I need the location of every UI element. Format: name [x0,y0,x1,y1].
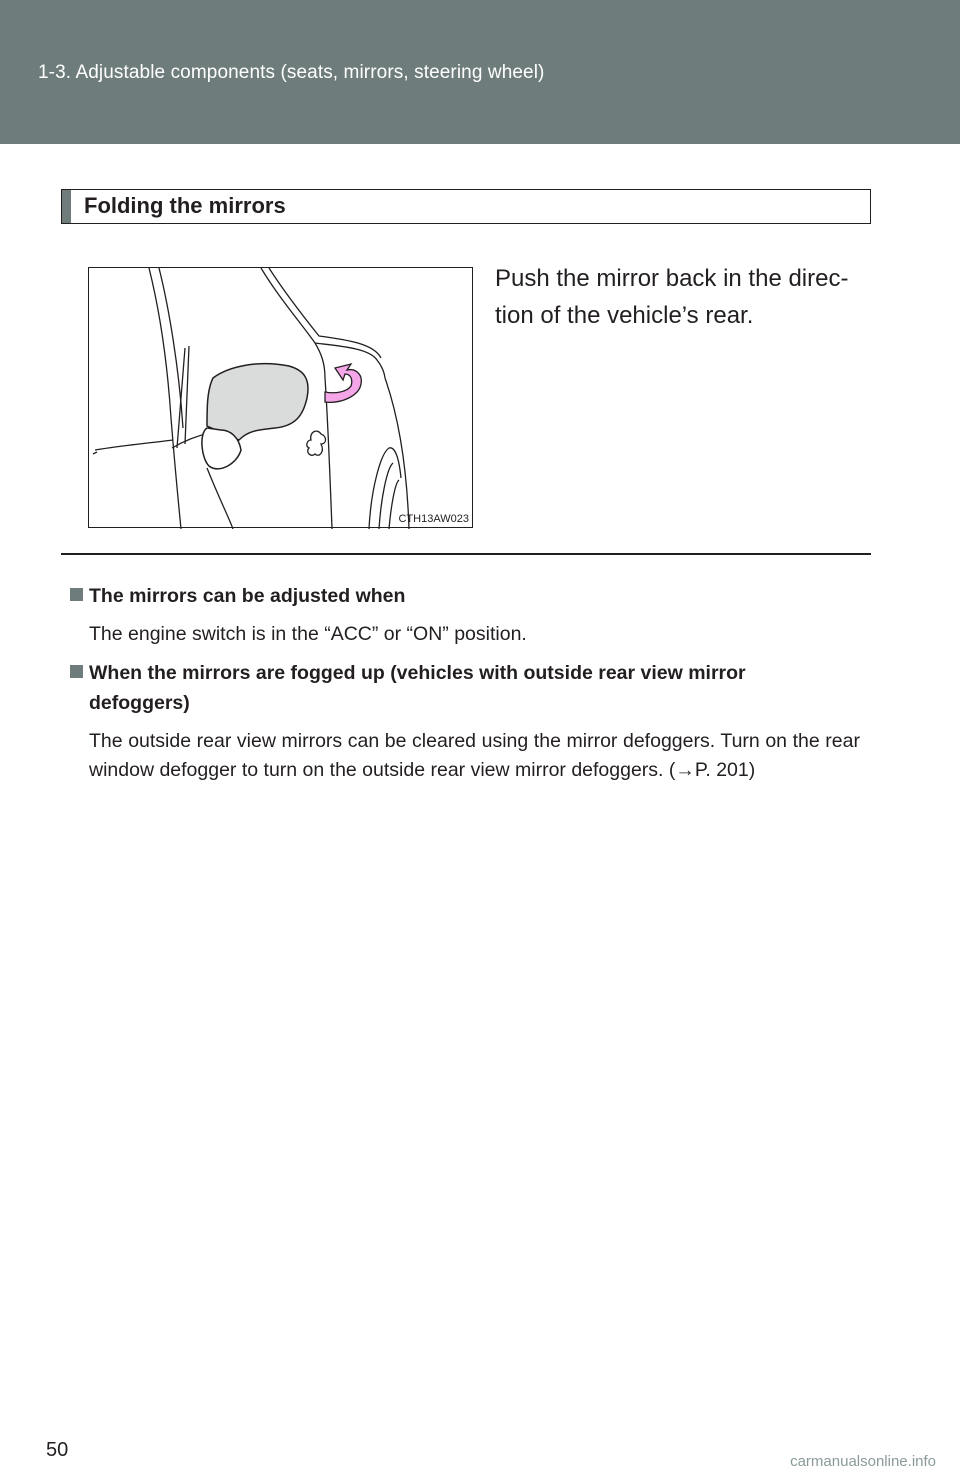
note-heading-1-text: The mirrors can be adjusted when [89,585,406,607]
watermark: carmanualsonline.info [790,1453,936,1470]
section-heading [61,189,871,224]
page-number: 50 [46,1439,69,1461]
note-heading-2-line-2: defoggers) [89,692,190,714]
section-title: Folding the mirrors [84,193,286,218]
instruction-line-2: tion of the vehicle’s rear. [495,302,754,329]
header-band [0,0,960,144]
mirror-illustration [88,267,473,528]
bullet-square-icon [70,588,83,601]
figure-code: CTH13AW023 [398,513,469,525]
note-body-2: The outside rear view mirrors can be cleared using the mirror defoggers. Turn on the rear window defogger to turn on the outside rear view mirror defoggers. (→P. 201) [89,730,860,781]
section-path: 1-3. Adjustable components (seats, mirrors, steering wheel) [38,62,545,83]
note-heading-1 [70,581,870,611]
bullet-square-icon [70,665,83,678]
fold-direction-arrow-icon [325,364,361,402]
note-heading-2-line-1: When the mirrors are fogged up (vehicles with outside rear view mirror [89,662,746,684]
instruction-text [495,260,875,334]
instruction-line-1: Push the mirror back in the direc- [495,265,849,292]
note-body-1: The engine switch is in the “ACC” or “ON” position. [89,623,527,645]
note-heading-2 [70,658,870,718]
section-marker [62,190,71,223]
section-divider [61,553,871,555]
mirror-folding-drawing [89,268,474,529]
